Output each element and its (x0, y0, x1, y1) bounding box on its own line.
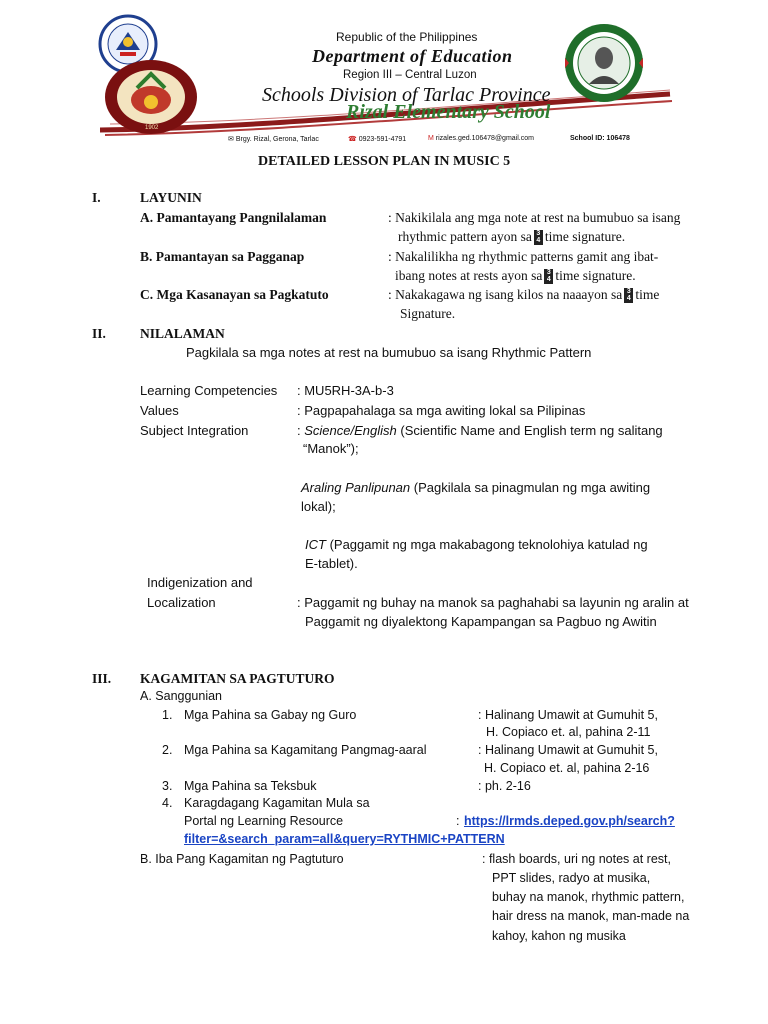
phone-icon: ☎ (348, 136, 357, 143)
ref-item-1-value1: : Halinang Umawit at Gumuhit 5, (478, 708, 658, 722)
time-signature-icon: 3 4 (544, 269, 553, 284)
si-science-english: Science/English (304, 423, 397, 438)
ref-item-4-label1: Karagdagang Kagamitan Mula sa (184, 796, 370, 810)
indig-label2: Localization (147, 595, 216, 610)
division-seal-year: 1902 (145, 125, 159, 131)
section3-heading: KAGAMITAN SA PAGTUTURO (140, 671, 335, 686)
section3-b-line1: : flash boards, uri ng notes at rest, (482, 852, 671, 866)
section3-b-line4: hair dress na manok, man-made na (492, 909, 690, 923)
si-text1: (Scientific Name and English term ng salitang (400, 423, 663, 438)
si-ict: ICT (305, 537, 326, 552)
header-phone: 0923-591-4791 (358, 136, 407, 143)
values-label: Values (140, 403, 179, 418)
ref-item-3-num: 3. (162, 779, 173, 793)
section1-a-text2 (398, 229, 625, 245)
si-line3 (305, 537, 648, 552)
section2-topic: Pagkilala sa mga notes at rest na bumubuo sa isang Rhythmic Pattern (186, 345, 592, 360)
header-contact-line (228, 135, 319, 143)
section1-number: I. (92, 190, 101, 205)
section1-b-text2b: time signature. (555, 268, 636, 283)
header-email-block (428, 135, 534, 142)
section1-c-text1b: time (635, 287, 660, 302)
ref-item-2-num: 2. (162, 743, 173, 757)
section1-a-label: A. Pamantayang Pangnilalaman (140, 210, 327, 225)
school-seal-logo (563, 22, 645, 104)
time-signature-icon: 3 4 (624, 288, 633, 303)
section1-c-text2: Signature. (400, 306, 456, 321)
header-republic: Republic of the Philippines (336, 30, 478, 44)
section1-a-text2a: rhythmic pattern ayon sa (398, 229, 532, 244)
ref-item-3-value1: : ph. 2-16 (478, 779, 531, 793)
time-signature-icon: 3 4 (534, 230, 543, 245)
header-department: Department of Education (312, 46, 513, 66)
lc-label: Learning Competencies (140, 383, 278, 398)
lrmds-link-line1[interactable]: https://lrmds.deped.gov.ph/search? (464, 814, 675, 828)
section3-b-line5: kahoy, kahon ng musika (492, 929, 626, 943)
ref-item-2-value1: : Halinang Umawit at Gumuhit 5, (478, 743, 658, 757)
header-phone-block (348, 135, 406, 143)
header-school-id: School ID: 106478 (570, 135, 630, 142)
si-araling-panlipunan: Araling Panlipunan (301, 480, 411, 495)
section1-b-label: B. Pamantayan sa Pagganap (140, 249, 305, 264)
si-text1b: “Manok”); (303, 441, 359, 456)
header-email: rizales.ged.106478@gmail.com (435, 135, 534, 142)
indig-text2: Paggamit ng diyalektong Kapampangan sa Pagbuo ng Awitin (305, 614, 657, 629)
section1-c-text1a: : Nakakagawa ng isang kilos na naaayon sa (388, 287, 623, 302)
si-line2 (301, 480, 650, 495)
section1-a-text1: : Nakikilala ang mga note at rest na bumubuo sa isang (388, 210, 681, 225)
section1-a-text2b: time signature. (544, 229, 626, 244)
si-line1 (297, 423, 663, 438)
header-region: Region III – Central Luzon (343, 69, 477, 81)
section1-c-text1 (388, 287, 659, 303)
lc-value: : MU5RH-3A-b-3 (297, 383, 394, 398)
indig-label1: Indigenization and (147, 575, 253, 590)
ref-item-3-label: Mga Pahina sa Teksbuk (184, 779, 317, 793)
section1-heading: LAYUNIN (140, 190, 202, 205)
si-colon: : (297, 423, 301, 438)
ref-item-4-num: 4. (162, 796, 173, 810)
section3-a-label: A. Sanggunian (140, 689, 223, 703)
values-value: : Pagpapahalaga sa mga awiting lokal sa Pilipinas (297, 403, 586, 418)
ref-item-1-num: 1. (162, 708, 173, 722)
si-text3b: E-tablet). (305, 556, 358, 571)
section3-b-line2: PPT slides, radyo at musika, (492, 871, 651, 885)
si-text2b: lokal); (301, 499, 336, 514)
envelope-icon: ✉ (228, 136, 234, 143)
mail-icon: M (428, 135, 434, 142)
section1-c-label: C. Mga Kasanayan sa Pagkatuto (140, 287, 329, 302)
header-division: Schools Division of Tarlac Province (262, 84, 551, 106)
ref-item-4-label2: Portal ng Learning Resource (184, 814, 344, 828)
section3-number: III. (92, 671, 112, 686)
header-address: Brgy. Rizal, Gerona, Tarlac (235, 136, 319, 143)
section2-number: II. (92, 326, 106, 341)
ref-item-2-value2: H. Copiaco et. al, pahina 2-16 (484, 761, 650, 775)
ref-item-2-label: Mga Pahina sa Kagamitang Pangmag-aaral (184, 743, 427, 757)
section3-b-label: B. Iba Pang Kagamitan ng Pagtuturo (140, 852, 344, 866)
si-text2: (Pagkilala sa pinagmulan ng mga awiting (413, 480, 651, 495)
page-title: DETAILED LESSON PLAN IN MUSIC 5 (258, 154, 511, 169)
si-label: Subject Integration (140, 423, 249, 438)
ref-item-4-colon: : (456, 814, 460, 828)
section3-b-line3: buhay na manok, rhythmic pattern, (492, 890, 685, 904)
lrmds-link-line2[interactable]: filter=&search_param=all&query=RYTHMIC+PATTERN (184, 832, 505, 846)
section2-heading: NILALAMAN (140, 326, 225, 341)
section1-b-text2a: ibang notes at rests ayon sa (395, 268, 543, 283)
section1-b-text2 (395, 268, 636, 284)
header-school: Rizal Elementary School (346, 101, 551, 123)
si-text3: (Paggamit ng mga makabagong teknolohiya katulad ng (329, 537, 648, 552)
indig-text1: : Paggamit ng buhay na manok sa paghahabi sa layunin ng aralin at (297, 595, 689, 610)
ref-item-1-value2: H. Copiaco et. al, pahina 2-11 (486, 725, 651, 739)
ref-item-1-label: Mga Pahina sa Gabay ng Guro (184, 708, 357, 722)
section1-b-text1: : Nakalilikha ng rhythmic patterns gamit ang ibat- (388, 249, 659, 264)
